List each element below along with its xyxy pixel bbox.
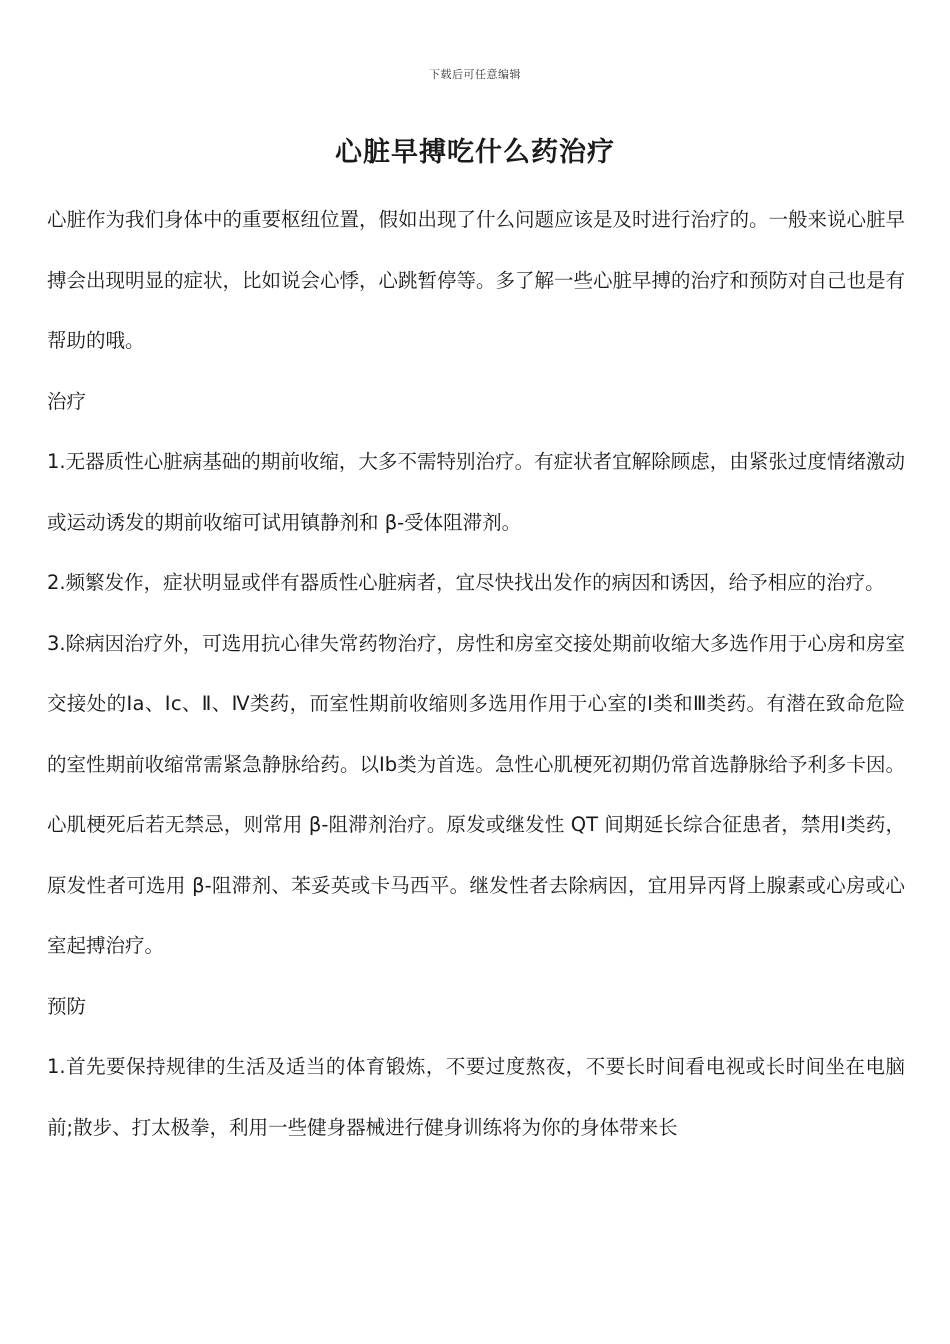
intro-paragraph: 心脏作为我们身体中的重要枢纽位置，假如出现了什么问题应该是及时进行治疗的。一般来说心脏早搏会出现明显的症状，比如说会心悸，心跳暂停等。多了解一些心脏早搏的治疗和预防对自己也是有帮助的哦。 (47, 208, 906, 352)
document-body (47, 190, 905, 1158)
section-heading-prevention: 预防 (47, 994, 87, 1018)
treatment-item-2: 2.频繁发作，症状明显或伴有器质性心脏病者，宜尽快找出发作的病因和诱因，给予相应的治疗。 (47, 571, 885, 594)
document-title: 心脏早搏吃什么药治疗 (335, 137, 615, 168)
treatment-item-1: 1.无器质性心脏病基础的期前收缩，大多不需特别治疗。有症状者宜解除顾虑，由紧张过度情绪激动或运动诱发的期前收缩可试用镇静剂和 β-受体阻滞剂。 (47, 450, 905, 534)
prevention-item-1: 1.首先要保持规律的生活及适当的体育锻炼，不要过度熬夜，不要长时间看电视或长时间坐在电脑前;散步、打太极拳，利用一些健身器械进行健身训练将为你的身体带来长 (47, 1055, 905, 1139)
section-heading-treatment: 治疗 (47, 389, 87, 413)
header-note: 下载后可任意编辑 (429, 68, 521, 81)
treatment-item-3: 3.除病因治疗外，可选用抗心律失常药物治疗，房性和房室交接处期前收缩大多选作用于心房和房室交接处的Ⅰa、Ⅰc、Ⅱ、Ⅳ类药，而室性期前收缩则多选用作用于心室的Ⅰ类和Ⅲ类药。有潜在致命危险的室性期前收缩常需紧急静脉给药。以Ⅰb类为首选。急性心肌梗死初期仍常首选静脉给予利多卡因。心肌梗死后若无禁忌，则常用 β-阻滞剂治疗。原发或继发性 QT 间期延长综合征患者，禁用Ⅰ类药，原发性者可选用 β-阻滞剂、苯妥英或卡马西平。继发性者去除病因，宜用异丙肾上腺素或心房或心室起搏治疗。 (47, 631, 905, 957)
